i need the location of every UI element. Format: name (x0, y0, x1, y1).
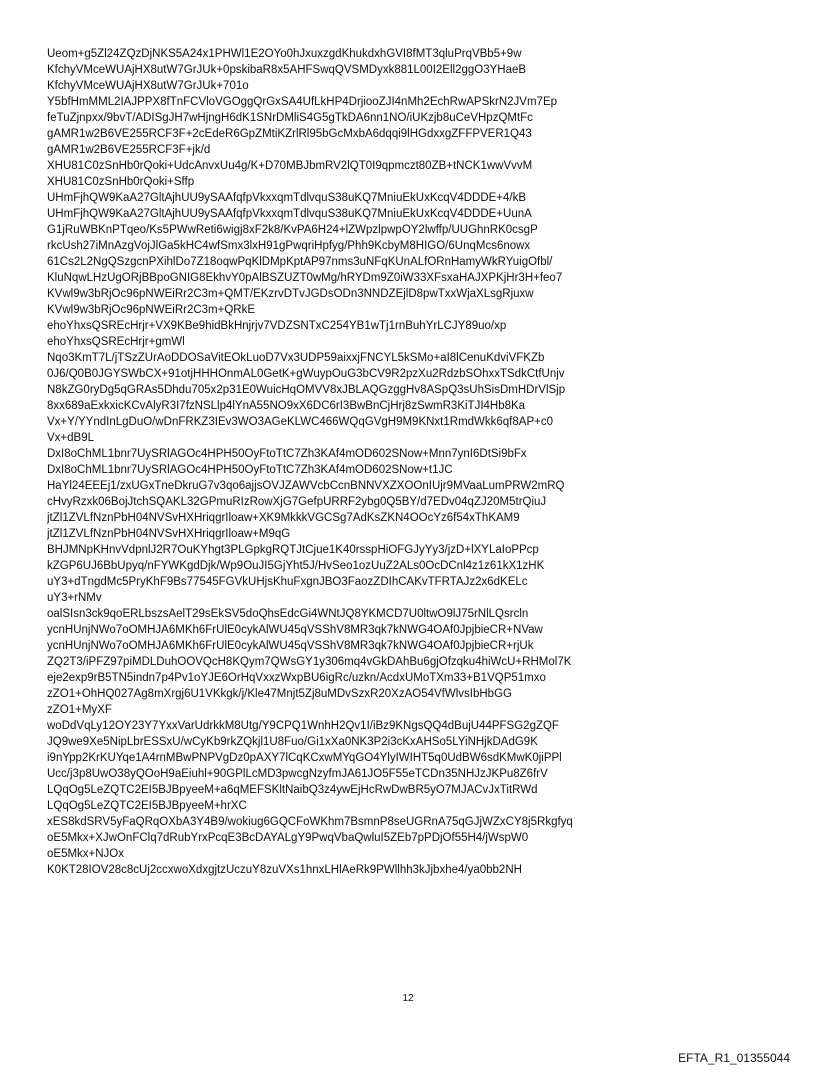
text-line: feTuZjnpxx/9bvT/ADISgJH7wHjngH6dK1SNrDMliS4G5gTkDA6nn1NO/iUKzjb8uCeVHpzQMtFc (47, 112, 533, 124)
document-id: EFTA_R1_01355044 (678, 1051, 790, 1065)
text-line: ycnHUnjNWo7oOMHJA6MKh6FrUlE0cykAlWU45qVSShV8MR3qk7kNWG4OAf0JpjbieCR+NVaw (47, 624, 543, 636)
text-line: DxI8oChML1bnr7UySRlAGOc4HPH50OyFtoTtC7Zh3KAf4mOD602SNow+Mnn7ynI6DtSi9bFx (47, 448, 527, 460)
text-line: cHvyRzxk06BojJtchSQAKL32GPmuRIzRowXjG7GefpURRF2ybg0Q5BY/d7EDv04qZJ20M5trQiuJ (47, 496, 547, 508)
text-line: Nqo3KmT7L/jTSzZUrAoDDOSaVitEOkLuoD7Vx3UDP59aixxjFNCYL5kSMo+aI8lCenuKdviVFKZb (47, 352, 545, 364)
text-line: K0KT28IOV28c8cUj2ccxwoXdxgjtzUczuY8zuVXs1hnxLHlAeRk9PWllhh3kJjbxhe4/ya0bb2NH (47, 864, 522, 876)
text-line: i9nYpp2KrKUYqe1A4rnMBwPNPVgDz0pAXY7lCqKCxwMYqGO4YlyIWIHT5q0UdBW6sdKMwK0jiPPl (47, 752, 562, 764)
text-line: uY3+rNMv (47, 592, 102, 604)
text-line: 61Cs2L2NgQSzgcnPXihlDo7Z18oqwPqKlDMpKptAP97nms3uNFqKUnALfORnHamyWkRYuigOfbl/ (47, 256, 553, 268)
text-line: oalSIsn3ck9qoERLbszsAelT29sEkSV5doQhsEdcGi4WNtJQ8YKMCD7U0ltwO9lJ75rNlLQsrcln (47, 608, 529, 620)
text-line: KVwl9w3bRjOc96pNWEiRr2C3m+QRkE (47, 304, 256, 316)
text-line: LQqOg5LeZQTC2EI5BJBpyeeM+a6qMEFSKltNaibQ3z4ywEjHcRwDwBR5yO7MJACvJxTitRWd (47, 784, 538, 796)
text-line: Y5bfHmMML2IAJPPX8fTnFCVloVGOggQrGxSA4UfLkHP4DrjiooZJI4nMh2EchRwAPSkrN2JVm7Ep (47, 96, 558, 108)
text-line: oE5Mkx+XJwOnFClq7dRubYrxPcqE3BcDAYALgY9PwqVbaQwluI5ZEb7pPDjOf55H4/jWspW0 (47, 832, 529, 844)
text-line: xES8kdSRV5yFaQRqOXbA3Y4B9/wokiug6GQCFoWKhm7BsmnP8seUGRnA75qGJjWZxCY8j5Rkgfyq (47, 816, 573, 828)
text-line: KfchyVMceWUAjHX8utW7GrJUk+0pskibaR8x5AHFSwqQVSMDyxk881L00I2Ell2ggO3YHaeB (47, 64, 527, 76)
text-line: jtZl1ZVLfNznPbH04NVSvHXHriqgrIloaw+XK9MkkkVGCSg7AdKsZKN4OOcYz6f54xThKAM9 (47, 512, 520, 524)
text-line: N8kZG0ryDg5qGRAs5Dhdu705x2p31E0WuicHqOMVV8xJBLAQGzggHv8ASpQ3sUhSisDmHDrVlSjp (47, 384, 566, 396)
text-line: uY3+dTngdMc5PryKhF9Bs77545FGVkUHjsKhuFxgnJBO3FaozZDIhCAKvTFRTAJz2x6dKELc (47, 576, 528, 588)
text-line: Ueom+g5Zl24ZQzDjNKS5A24x1PHWl1E2OYo0hJxuxzgdKhukdxhGVI8fMT3qluPrqVBb5+9w (47, 48, 522, 60)
text-line: BHJMNpKHnvVdpnlJ2R7OuKYhgt3PLGpkgRQTJtCjue1K40rsspHiOFGJyYy3/jzD+lXYLaIoPPcp (47, 544, 539, 556)
text-line: jtZl1ZVLfNznPbH04NVSvHXHriqgrIloaw+M9qG (47, 528, 291, 540)
text-line: KfchyVMceWUAjHX8utW7GrJUk+701o (47, 80, 249, 92)
text-line: 0J6/Q0B0JGYSWbCX+91otjHHHOnmAL0GetK+gWuypOuG3bCV9R2pzXu2RdzbSOhxxTSdkCtfUnjv (47, 368, 565, 380)
text-line: zZO1+MyXF (47, 704, 112, 716)
text-line: KVwl9w3bRjOc96pNWEiRr2C3m+QMT/EKzrvDTvJGDsODn3NNDZEjlD8pwTxxWjaXLsgRjuxw (47, 288, 534, 300)
page-number: 12 (402, 993, 414, 1004)
text-line: HaYl24EEEj1/zxUGxTneDkruG7v3qo6ajjsOVJZAWVcbCcnBNNVXZXOOnIUjr9MVaaLumPRW2mRQ (47, 480, 565, 492)
text-line: 8xx689aExkxicKCvAlyR3I7fzNSLlp4lYnA55NO9xX6DC6rI3BwBnCjHrj8zSwmR3KiTJI4Hb8Ka (47, 400, 526, 412)
text-line: oE5Mkx+NJOx (47, 848, 125, 860)
text-line: XHU81C0zSnHb0rQoki+Sffp (47, 176, 195, 188)
text-line: JQ9we9Xe5NipLbrESSxU/wCyKb9rkZQkjl1U8Fuo/Gi1xXa0NK3P2i3cKxAHSo5LYiNHjkDAdG9K (47, 736, 538, 748)
encoded-text-block (47, 46, 787, 878)
text-line: eje2exp9rB5TN5indn7p4Pv1oYJE6OrHqVxxzWxpBU6igRc/uzkn/AcdxUMoTXm33+B1VQP51mxo (47, 672, 546, 684)
text-line: LQqOg5LeZQTC2EI5BJBpyeeM+hrXC (47, 800, 247, 812)
text-line: kZGP6UJ6BbUpyq/nFYWKgdDjk/Wp9OuJI5GjYht5J/HvSeo1ozUuZ2ALs0OcDCnl4z1z61kX1zHK (47, 560, 545, 572)
text-line: gAMR1w2B6VE255RCF3F+jk/d (47, 144, 211, 156)
text-line: zZO1+OhHQ027Ag8mXrgj6U1VKkgk/j/Kle47Mnjt5Zj8uMDvSzxR20XzAO54VfWlvsIbHbGG (47, 688, 512, 700)
text-line: ZQ2T3/iPFZ97piMDLDuhOOVQcH8KQym7QWsGY1y306mq4vGkDAhBu6gjOfzqku4hiWcU+RHMol7K (47, 656, 572, 668)
text-line: G1jRuWBKnPTqeo/Ks5PWwReti6wigj8xF2k8/KvPA6H24+lZWpzlpwpOY2lwffp/UUGhnRK0csgP (47, 224, 538, 236)
text-line: gAMR1w2B6VE255RCF3F+2cEdeR6GpZMtiKZrlRl95bGcMxbA6dqqi9lHGdxxgZFFPVER1Q43 (47, 128, 532, 140)
text-line: UHmFjhQW9KaA27GltAjhUU9ySAAfqfpVkxxqmTdlvquS38uKQ7MniuEkUxKcqV4DDDE+4/kB (47, 192, 527, 204)
text-line: Vx+dB9L (47, 432, 94, 444)
text-line: woDdVqLy12OY23Y7YxxVarUdrkkM8Utg/Y9CPQ1WnhH2Qv1I/iBz9KNgsQQ4dBujU44PFSG2gZQF (47, 720, 559, 732)
text-line: KluNqwLHzUgORjBBpoGNIG8EkhvY0pAlBSZUZT0wMg/hRYDm9Z0iW33XFsxaHAJXPKjHr3H+feo7 (47, 272, 563, 284)
text-line: ehoYhxsQSREcHrjr+VX9KBe9hidBkHnjrjv7VDZSNTxC254YB1wTj1rnBuhYrLCJY89uo/xp (47, 320, 507, 332)
text-line: ycnHUnjNWo7oOMHJA6MKh6FrUlE0cykAlWU45qVSShV8MR3qk7kNWG4OAf0JpjbieCR+rjUk (47, 640, 534, 652)
text-line: Vx+Y/YYndInLgDuO/wDnFRKZ3IEv3WO3AGeKLWC466WQqGVgH9M9KNxt1RmdWkk6qf8AP+c0 (47, 416, 553, 428)
text-line: Ucc/j3p8UwO38yQOoH9aEiuhl+90GPlLcMD3pwcgNzyfmJA61JO5F55eTCDn35NHJzJKPu8Z6frV (47, 768, 548, 780)
text-line: XHU81C0zSnHb0rQoki+UdcAnvxUu4g/K+D70MBJbmRV2lQT0I9qpmczt80ZB+tNCK1wwVvvM (47, 160, 533, 172)
text-line: ehoYhxsQSREcHrjr+gmWl (47, 336, 185, 348)
text-line: DxI8oChML1bnr7UySRlAGOc4HPH50OyFtoTtC7Zh3KAf4mOD602SNow+t1JC (47, 464, 453, 476)
text-line: rkcUsh27iMnAzgVojJlGa5kHC4wfSmx3lxH91gPwqriHpfyg/Phh9KcbyM8HIGO/6UnqMcs6nowx (47, 240, 531, 252)
text-line: UHmFjhQW9KaA27GltAjhUU9ySAAfqfpVkxxqmTdlvquS38uKQ7MniuEkUxKcqV4DDDE+UunA (47, 208, 532, 220)
